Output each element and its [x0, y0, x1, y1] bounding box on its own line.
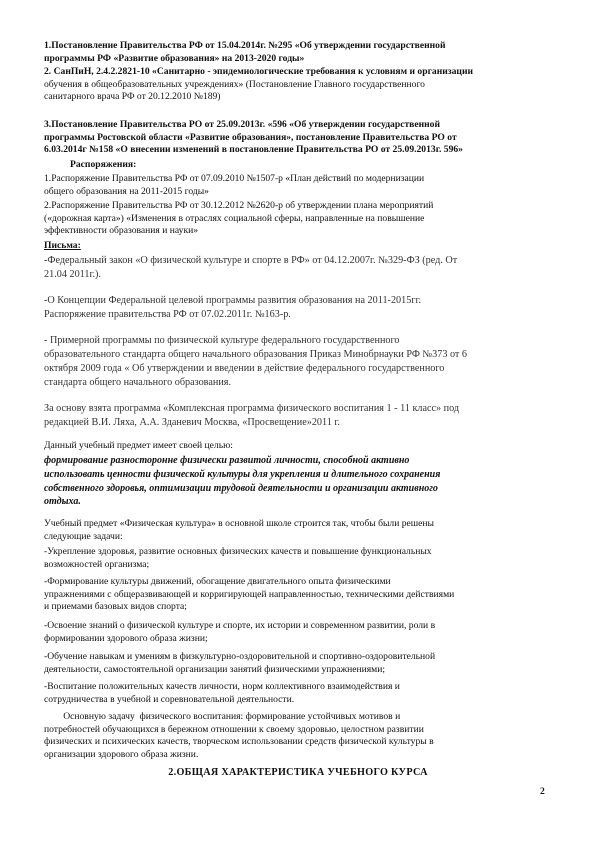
text-line: За основу взята программа «Комплексная программа физического воспитания 1 - 11 класс» под	[44, 403, 460, 414]
text-line: («дорожная карта») «Изменения в отраслях социальной сферы, направленные на повышение	[44, 212, 425, 224]
text-line: -Федеральный закон «О физической культуре и спорте в РФ» от 04.12.2007г. №329-ФЗ (ред. От	[44, 255, 458, 266]
text-line: собственного здоровья, оптимизации трудовой деятельности и организации активного	[44, 482, 438, 494]
text-line: октября 2009 года « Об утверждении и введении в действие федерального государственного	[44, 363, 445, 374]
text-line: -Воспитание положительных качеств личности, норм коллективного взаимодействия и	[44, 681, 400, 692]
text-line: 2.Распоряжение Правительства РФ от 30.12.2012 №2620-р об утверждении плана мероприятий	[44, 200, 434, 211]
letter-2	[44, 294, 552, 322]
text-line: 2. СанПиН, 2.4.2.2821-10 «Санитарно - эпидемиологические требования к условиям и организации	[44, 66, 474, 77]
section-title: 2.ОБЩАЯ ХАРАКТЕРИСТИКА УЧЕБНОГО КУРСА	[168, 767, 428, 778]
text-line: и приемами базовых видов спорта;	[44, 601, 187, 613]
text-line: упражнениями с общеразвивающей и корригирующей направленностью, техническими действиями	[44, 588, 455, 600]
text-line: общего образования на 2011-2015 годы»	[44, 185, 209, 197]
text-line: эффективности образования и науки»	[44, 225, 199, 237]
text-line: образовательного стандарта общего начального образования Приказ Минобрнауки РФ №373 от 6	[44, 349, 468, 360]
letter-1	[44, 254, 552, 282]
regulation-2	[44, 66, 552, 116]
text-line: санитарного врача РФ от 20.12.2010 №189)	[44, 91, 221, 103]
text-line: организации здорового образа жизни.	[44, 748, 199, 760]
text-line: стандарта общего начального образования.	[44, 377, 232, 388]
main-task	[44, 711, 552, 761]
text-line: возможностей организма;	[44, 558, 150, 570]
goal-intro: Данный учебный предмет имеет своей целью:	[44, 440, 233, 451]
text-line: формирование разносторонне физически развитой личности, способной активно	[44, 455, 410, 466]
text-line: Учебный предмет «Физическая культура» в основной школе строится так, чтобы были решены	[44, 518, 435, 529]
text-line: 6.03.2014г №158 «О внесении изменений в постановление Правительства РО от 25.09.2013г. 596»	[44, 144, 463, 156]
text-line: формировании здорового образа жизни;	[44, 632, 208, 644]
orders-heading: Распоряжения:	[70, 159, 137, 170]
task-2	[44, 576, 552, 626]
text-line: программы РФ «Развитие образования» на 2013-2020 годы»	[44, 52, 305, 64]
text-line: 21.04 2011г.).	[44, 269, 101, 280]
letter-3	[44, 334, 552, 390]
text-line: 1.Постановление Правительства РФ от 15.04.2014г. №295 «Об утверждении государственной	[44, 40, 446, 51]
text-line: 1.Распоряжение Правительства РФ от 07.09.2010 №1507-р «План действий по модернизации	[44, 173, 425, 184]
text-line: использовать ценности физической культуры для укрепления и длительного сохранения	[44, 468, 441, 480]
text-line: сотрудничества в учебной и соревновательной деятельности.	[44, 693, 295, 705]
text-line: Распоряжение правительства РФ от 07.02.2011г. №163-р.	[44, 309, 291, 320]
text-line: -Формирование культуры движений, обогащение двигательного опыта физическими	[44, 576, 391, 587]
text-line: физических и психических качеств, творческом использовании средств физической культуры в	[44, 736, 434, 748]
text-line: деятельности, самостоятельной организации занятий физическими упражнениями;	[44, 663, 386, 675]
program-basis	[44, 402, 552, 430]
text-line: - Примерной программы по физической культуре федерального государственного	[44, 335, 400, 346]
text-line: -Обучение навыкам и умениям в физкультурно-оздоровительной и спортивно-оздоровительной	[44, 651, 436, 662]
text-line: -О Концепции Федеральной целевой программы развития образования на 2011-2015гг.	[44, 295, 422, 306]
page-number: 2	[540, 786, 545, 797]
letters-heading: Письма:	[44, 240, 81, 251]
goal-statement	[44, 454, 552, 523]
text-line: следующие задачи:	[44, 530, 123, 542]
text-line: потребностей обучающихся в бережном отношении к своему здоровью, целостном развитии	[44, 723, 424, 735]
text-line: редакцией В.И. Ляха, А.А. Зданевич Москва, «Просвещение»2011 г.	[44, 417, 340, 428]
text-line: программы Ростовской области «Развитие образования», постановление Правительства РО от	[44, 131, 457, 143]
text-line: 3.Постановление Правительства РО от 25.09.2013г. «596 «Об утверждении государственной	[44, 119, 440, 130]
text-line: отдыха.	[44, 496, 81, 508]
text-line: Основную задачу физического воспитания: формирование устойчивых мотивов и	[44, 711, 401, 722]
text-line: -Освоение знаний о физической культуре и спорте, их истории и современном развитии, роли в	[44, 620, 436, 631]
text-line: обучения в общеобразовательных учреждениях» (Постановление Главного государственного	[44, 78, 425, 90]
text-line: -Укрепление здоровья, развитие основных физических качеств и повышение функциональных	[44, 546, 432, 557]
